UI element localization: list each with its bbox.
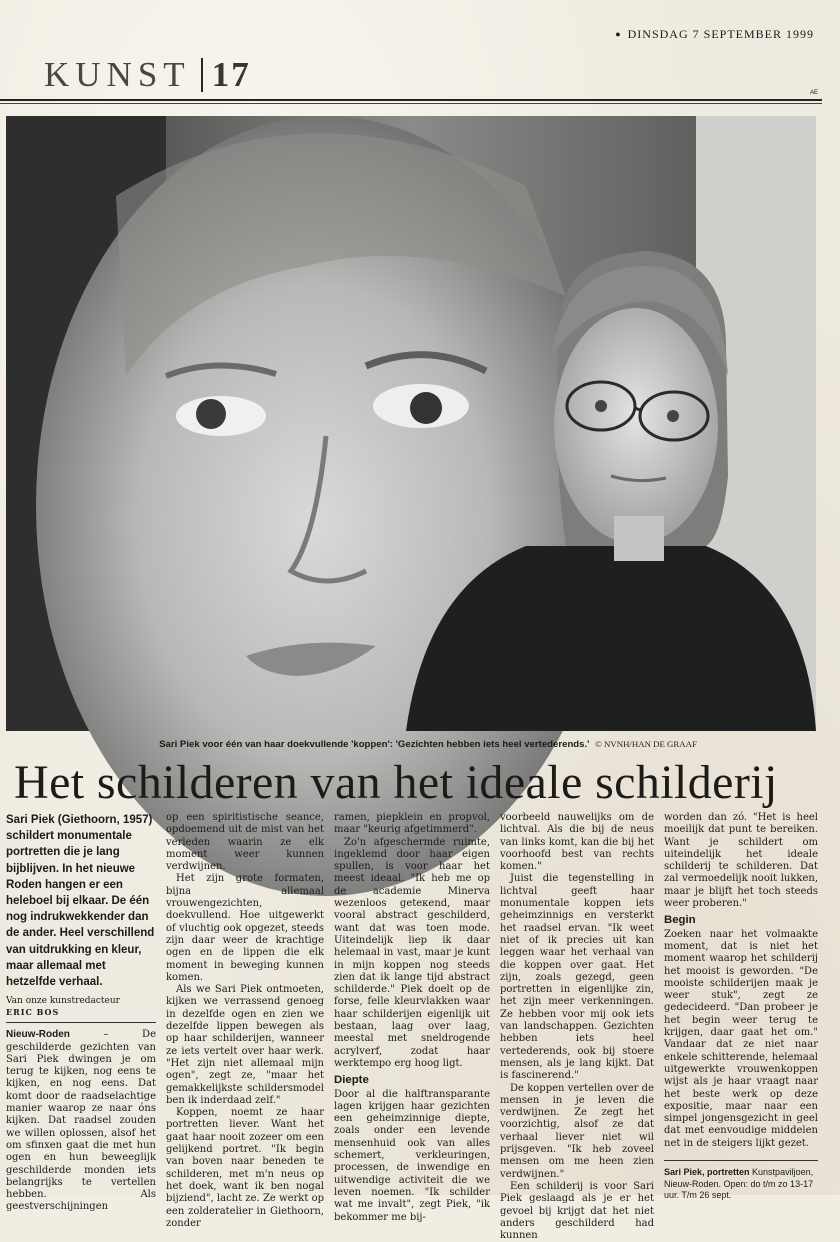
exhibition-details: Kunstpaviljoen, Nieuw-Roden. Open: do t/m zo 13-17 uur. T/m 26 sept. bbox=[664, 1167, 814, 1201]
byline-divider bbox=[6, 1022, 156, 1023]
body-paragraph: De koppen vertellen over de mensen in je leven die verdwijnen. Ze zegt het voorzichtig, alsof ze dat verhaal liever niet wil prijsgeven. "Ik heb zoveel mensen om me heen zien verdwijnen." bbox=[500, 1082, 654, 1180]
section-name: KUNST bbox=[44, 55, 191, 94]
body-paragraph: Zo'n afgeschermde ruimte, ingeklemd door haar eigen spullen, is voor haar het meest ideaal. "Ik heb me op de academie Minerva wezenloos geteкend, maar vooral abstract geschilderd, want dat was toen mode. Uiteindelijk liep ik daar helemaal in vast, maar je kunt in mijn koppen nog steeds zien dat ik lange tijd abstract schilderde." Piek doelt op de forse, felle kleurvlakken waar haar schilderijen eigenlijk uit bestaan, laag over laag, meestal met sneldrogende acrylverf, zodat haar werktempo erg hoog ligt. bbox=[334, 836, 490, 1069]
issue-date: ● DINSDAG 7 SEPTEMBER 1999 bbox=[615, 27, 814, 42]
article-intro: Sari Piek (Giethoorn, 1957) schildert monumentale portretten die je lang bijblijven. In het nieuwe Roden hangen er een heleboel bij elkaar. De één nog indrukwekkender dan de ander. Heel verschillend van uitdrukking en kleur, maar allemaal met hetzelfde verhaal. bbox=[6, 814, 155, 989]
body-paragraph: Nieuw-Roden – De geschilderde gezichten van Sari Piek dwingen je om terug te kijken, nog eens te kijken, en nog eens. Dat komt door de raadselachtige manier waarop ze naar óns kijken. Dat raadsel zouden we willen oplossen, alsof het om sfinxen gaat die met hun ogen en hun beweeglijk geschilderde monden iets belangrijks te vertellen hebben. Als geestverschijningen bbox=[6, 1029, 156, 1213]
header-rule bbox=[0, 99, 822, 101]
article-column-3 bbox=[334, 812, 490, 1223]
body-paragraph: op een spiritistische seance, opdoemend uit de mist van het verleden waarin ze elk moment weer kunnen verdwijnen. bbox=[166, 812, 324, 873]
body-paragraph: Zoeken naar het volmaakte moment, dat is niet het moment waarop het schilderij het mooist is geworden. "De mooiste schilderijen maak je weer stuk", zegt ze gedecideerd. "Dan probeer je het begin weer terug te krijgen, daar gaat het om." Vandaar dat ze niet naar enkele schitterende, helemaal uitgewerkte vrouwenkoppen wijst als je haar vraagt naar het beste werk op deze expositie, maar naar een simpel jongensgezicht in geel dat met eenvoudige middelen net in de steigers lijkt gezet. bbox=[664, 928, 818, 1149]
article-column-5 bbox=[664, 812, 818, 1201]
subheading-diepte: Diepte bbox=[334, 1074, 369, 1087]
body-paragraph: Door al die halftransparante lagen krijgen haar gezichten een geheimzinnige diepte, zoals onder een levende mensenhuid ook van alles schemert, verkleuringen, processen, de inwendige en uitwendige activiteit die we leven noemen. "Ik schilder wat me invalt", zegt Piek, "ik bekommer me bij- bbox=[334, 1088, 490, 1223]
section-header bbox=[44, 55, 251, 95]
photo-caption bbox=[40, 739, 816, 750]
photo-illustration bbox=[6, 116, 816, 731]
article-headline: Het schilderen van het ideale schilderij bbox=[14, 756, 778, 809]
article-column-1 bbox=[6, 812, 156, 1213]
photo-credit: © NVNH/HAN DE GRAAF bbox=[595, 739, 697, 749]
byline bbox=[6, 996, 156, 1018]
body-paragraph: worden dan zó. "Het is heel moeilijk dat punt te bereiken. Want je schildert om uiteindelijk het ideale schilderij te schilderen. Dat zal vermoedelijk nooit lukken, maar je blijft het toch steeds weer proberen." bbox=[664, 812, 818, 910]
portrait-photo bbox=[6, 116, 816, 731]
byline-author: ERIC BOS bbox=[6, 1007, 60, 1018]
body-paragraph: Koppen, noemt ze haar portretten liever. Want het gaat haar nooit zozeer om een gelijkend portret. "Ik begin van boven naar beneden te schilderen, met m'n neus op het doek, want ik ben nogal bijziend", lacht ze. Ze werkt op een zolderatelier in Giethoorn, zonder bbox=[166, 1107, 324, 1229]
body-paragraph: Een schilderij is voor Sari Piek geslaagd als je er het gevoel bij krijgt dat het niet anders geschilderd had kunnen bbox=[500, 1180, 654, 1242]
edition-mark: AE bbox=[809, 90, 818, 96]
dateline: Nieuw-Roden bbox=[6, 1029, 70, 1041]
body-paragraph: Als we Sari Piek ontmoeten, kijken we verrassend genoeg in dezelfde ogen en zien we dezelfde lippen bewegen als op haar schilderijen, wanneer ze iets vertelt over haar werk. "Het zijn niet allemaal mijn ogen", zegt ze, "maar het gemakkelijkste schildersmodel ben ik inderdaad zelf." bbox=[166, 984, 324, 1106]
body-paragraph: Het zijn grote formaten, bijna allemaal vrouwengezichten, doekvullend. Hoe uitgewerkt of vluchtig ook opgezet, steeds zijn daar weer de krachtige ogen en de lippen die elk moment in beweging kunnen komen. bbox=[166, 873, 324, 983]
subheading-begin: Begin bbox=[664, 914, 696, 927]
byline-label: Van onze kunstredacteur bbox=[6, 996, 120, 1007]
exhibition-title: Sari Piek, portretten bbox=[664, 1167, 750, 1178]
exhibition-info bbox=[664, 1160, 818, 1202]
body-paragraph: voorbeeld nauwelijks om de lichtval. Als die bij de neus van links komt, kan die bij het voorhoofd best van rechts komen." bbox=[500, 812, 654, 873]
article-column-2 bbox=[166, 812, 324, 1229]
caption-text: Sari Piek voor één van haar doekvullende 'koppen': 'Gezichten hebben iets heel vertederends.' bbox=[159, 739, 590, 750]
article-column-4 bbox=[500, 812, 654, 1242]
header-rule-thin bbox=[0, 103, 822, 104]
body-paragraph: Juist die tegenstelling in lichtval geeft haar monumentale koppen iets geheimzinnigs en versterkt het raadsel ervan. "Ik weet niet of ik precies uit kan leggen waar het verhaal van die koppen over gaat. Het zijn, zoals gezegd, geen portretten in eigenlijke zin, het zijn meer verkenningen. Ze hebben voor mij ook iets van landschappen. Gezichten hebben iets heel vertederends, ook bij stoere mensen, als je lang kijkt. Dat is fascinerend." bbox=[500, 873, 654, 1082]
page-number: 17 bbox=[211, 55, 251, 94]
body-paragraph: ramen, piepklein en propvol, maar "keurig afgetimmerd". bbox=[334, 812, 490, 836]
section-separator bbox=[201, 58, 203, 92]
